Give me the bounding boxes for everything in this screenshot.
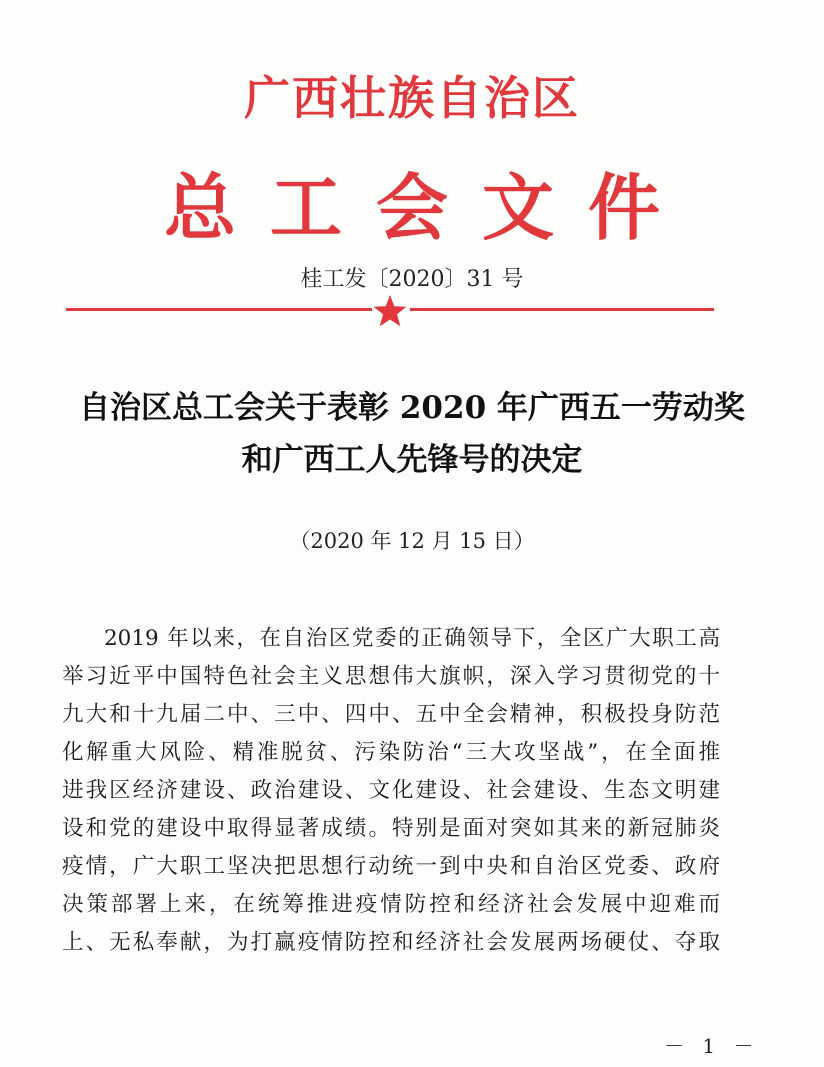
- body-line: 进我区经济建设、政治建设、文化建设、社会建设、生态文明建: [62, 778, 720, 803]
- document-date: （2020 年 12 月 15 日）: [289, 529, 535, 553]
- body-line: 九大和十九届二中、三中、四中、五中全会精神，积极投身防范: [62, 702, 720, 727]
- document-title-line1: 自治区总工会关于表彰 2020 年广西五一劳动奖: [79, 390, 745, 426]
- body-line: 化解重大风险、精准脱贫、污染防治“三大攻坚战”，在全面推: [62, 740, 720, 765]
- page-number: － 1 －: [664, 1034, 760, 1058]
- body-line: 设和党的建设中取得显著成绩。特别是面对突如其来的新冠肺炎: [62, 816, 720, 841]
- document-title-line2: 和广西工人先锋号的决定: [241, 442, 583, 478]
- body-line: 疫情，广大职工坚决把思想行动统一到中央和自治区党委、政府: [62, 854, 720, 879]
- body-line: 举习近平中国特色社会主义思想伟大旗帜，深入学习贯彻党的十: [62, 664, 720, 689]
- document-number: 桂工发〔2020〕31 号: [300, 267, 524, 292]
- body-line: 2019 年以来，在自治区党委的正确领导下，全区广大职工高: [104, 626, 720, 651]
- body-line: 决策部署上来，在统筹推进疫情防控和经济社会发展中迎难而: [62, 892, 720, 917]
- issuing-org-line1: 广西壮族自治区: [244, 71, 580, 125]
- issuing-org-line2: 总工会文件: [163, 166, 694, 250]
- body-line: 上、无私奉献，为打赢疫情防控和经济社会发展两场硬仗、夺取: [62, 930, 720, 955]
- red-star-icon: [372, 294, 408, 328]
- red-rule-left: [66, 308, 372, 311]
- red-rule-right: [410, 308, 714, 311]
